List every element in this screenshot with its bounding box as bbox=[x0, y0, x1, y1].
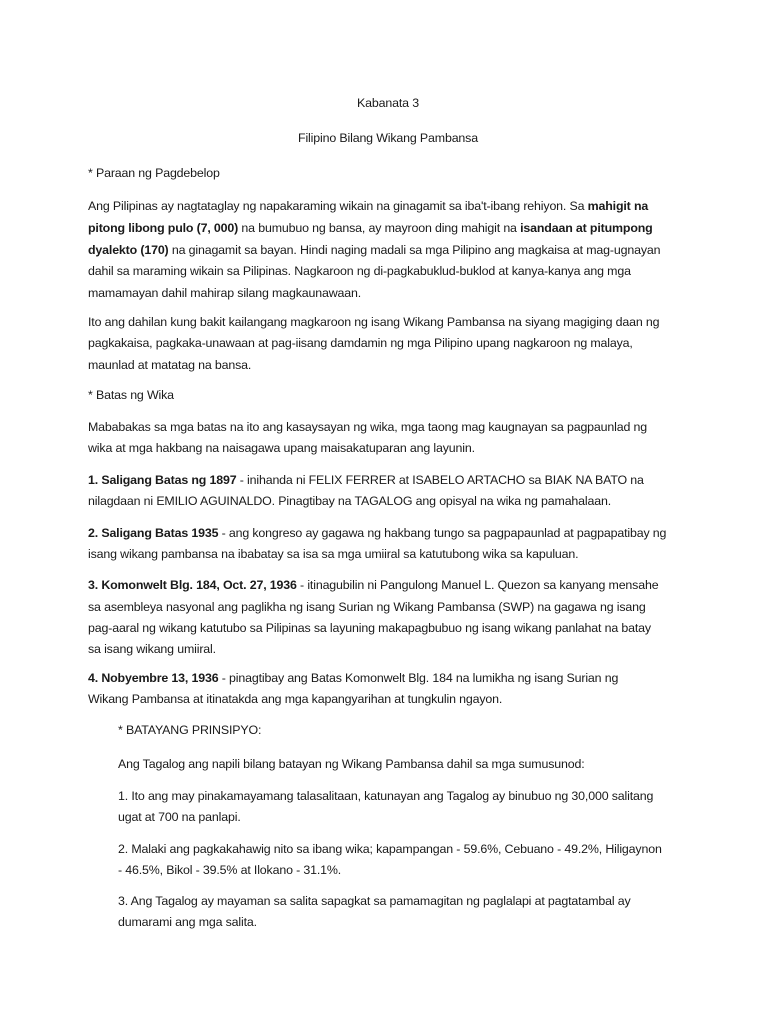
section-heading-paraan: * Paraan ng Pagdebelop bbox=[88, 166, 220, 180]
item3-line-3: pag-aaral ng wikang katutubo sa Pilipinas sa layuning makapagbubuo ng isang wikang panlahat na batay bbox=[88, 621, 651, 635]
page-title: Filipino Bilang Wikang Pambansa bbox=[298, 131, 478, 145]
p2-line-2: pagkakaisa, pagkaka-unawaan at pag-iisang damdamin ng mga Pilipino upang nagkaroon ng malaya, bbox=[88, 336, 633, 350]
p4-line: Ang Tagalog ang napili bilang batayan ng Wikang Pambansa dahil sa mga sumusunod: bbox=[118, 757, 585, 771]
item2-line-2: isang wikang pambansa na ibabatay sa isa sa mga umiiral sa katutubong wika sa kapuluan. bbox=[88, 547, 579, 561]
p1-line-1: Ang Pilipinas ay nagtataglay ng napakaraming wikain na ginagamit sa iba't-ibang rehiyon. Sa mahigit na bbox=[88, 199, 649, 213]
p3-line-2: wika at mga hakbang na naisagawa upang maisakatuparan ang layunin. bbox=[88, 441, 475, 455]
section-heading-prinsipyo: * BATAYANG PRINSIPYO: bbox=[118, 723, 262, 737]
sub1-line-1: 1. Ito ang may pinakamayamang talasalitaan, katunayan ang Tagalog ay binubuo ng 30,000 salitang bbox=[118, 789, 654, 803]
sub1-line-2: ugat at 700 na panlapi. bbox=[118, 810, 241, 824]
item1-line-1: 1. Saligang Batas ng 1897 - inihanda ni FELIX FERRER at ISABELO ARTACHO sa BIAK NA BATO na bbox=[88, 473, 644, 487]
sub2-line-1: 2. Malaki ang pagkakahawig nito sa ibang wika; kapampangan - 59.6%, Cebuano - 49.2%, Hiligaynon bbox=[118, 842, 662, 856]
p1-line-4: dahil sa maraming wikain sa Pilipinas. Nagkaroon ng di-pagkabuklud-buklod at kanya-kanya ang mga bbox=[88, 264, 631, 278]
item3-line-4: sa isang wikang umiiral. bbox=[88, 642, 216, 656]
sub2-line-2: - 46.5%, Bikol - 39.5% at Ilokano - 31.1%. bbox=[118, 863, 342, 877]
p1-line-3: dyalekto (170) na ginagamit sa bayan. Hindi naging madali sa mga Pilipino ang magkaisa at mag-ugnayan bbox=[88, 243, 661, 257]
item4-line-1: 4. Nobyembre 13, 1936 - pinagtibay ang Batas Komonwelt Blg. 184 na lumikha ng isang Surian ng bbox=[88, 671, 619, 685]
p2-line-3: maunlad at matatag na bansa. bbox=[88, 358, 252, 372]
p3-line-1: Mababakas sa mga batas na ito ang kasaysayan ng wika, mga taong mag kaugnayan sa pagpaunlad ng bbox=[88, 420, 648, 434]
section-heading-batas: * Batas ng Wika bbox=[88, 388, 174, 402]
item1-line-2: nilagdaan ni EMILIO AGUINALDO. Pinagtibay na TAGALOG ang opisyal na wika ng pamahalaan. bbox=[88, 494, 612, 508]
item3-line-2: sa asembleya nasyonal ang paglikha ng isang Surian ng Wikang Pambansa (SWP) na gagawa ng isang bbox=[88, 600, 646, 614]
item3-line-1: 3. Komonwelt Blg. 184, Oct. 27, 1936 - itinagubilin ni Pangulong Manuel L. Quezon sa kanyang mensahe bbox=[88, 578, 659, 592]
chapter-label: Kabanata 3 bbox=[357, 96, 419, 110]
p2-line-1: Ito ang dahilan kung bakit kailangang magkaroon ng isang Wikang Pambansa na siyang magiging daan ng bbox=[88, 315, 660, 329]
sub3-line-1: 3. Ang Tagalog ay mayaman sa salita sapagkat sa pamamagitan ng paglalapi at pagtatambal ay bbox=[118, 894, 631, 908]
item4-line-2: Wikang Pambansa at itinatakda ang mga kapangyarihan at tungkulin ngayon. bbox=[88, 692, 503, 706]
item2-line-1: 2. Saligang Batas 1935 - ang kongreso ay gagawa ng hakbang tungo sa pagpapaunlad at pagpapatibay ng bbox=[88, 526, 667, 540]
sub3-line-2: dumarami ang mga salita. bbox=[118, 915, 257, 929]
p1-line-5: mamamayan dahil mahirap silang magkaunawaan. bbox=[88, 286, 362, 300]
p1-line-2: pitong libong pulo (7, 000) na bumubuo ng bansa, ay mayroon ding mahigit na isandaan at pitumpong bbox=[88, 221, 653, 235]
